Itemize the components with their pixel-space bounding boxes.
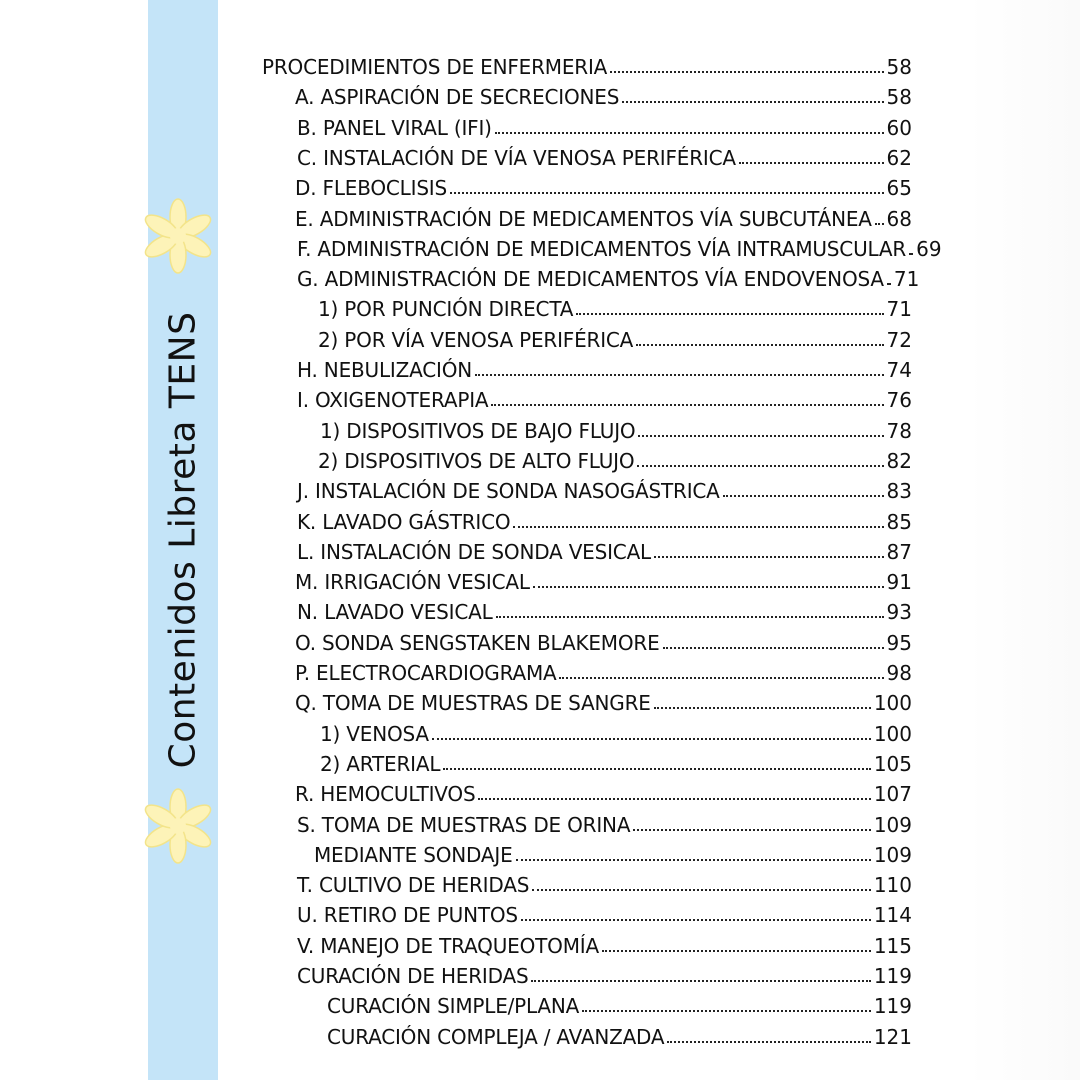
toc-dot-leader bbox=[667, 1041, 870, 1043]
toc-entry-label: CURACIÓN SIMPLE/PLANA bbox=[327, 994, 580, 1019]
toc-entry[interactable] bbox=[295, 654, 912, 684]
toc-entry-page-number: 98 bbox=[886, 661, 912, 685]
toc-dot-leader bbox=[491, 404, 883, 406]
toc-dot-leader bbox=[654, 556, 884, 558]
toc-dot-leader bbox=[559, 677, 883, 679]
toc-entry-page-number: 93 bbox=[886, 600, 912, 625]
toc-entry-page-number: 114 bbox=[873, 903, 912, 928]
toc-entry[interactable] bbox=[297, 230, 942, 261]
toc-entry-label: 2) ARTERIAL bbox=[320, 751, 441, 776]
toc-entry-page-number: 95 bbox=[886, 630, 912, 655]
toc-entry-page-number: 119 bbox=[873, 964, 912, 988]
toc-entry[interactable] bbox=[327, 987, 912, 1017]
toc-entry-page-number: 100 bbox=[873, 721, 912, 746]
toc-entry[interactable] bbox=[297, 866, 912, 896]
toc-entry[interactable] bbox=[297, 351, 912, 381]
toc-entry[interactable] bbox=[297, 927, 912, 957]
toc-entry-page-number: 121 bbox=[873, 1024, 912, 1049]
toc-dot-leader bbox=[495, 132, 884, 134]
toc-dot-leader bbox=[443, 768, 871, 770]
toc-dot-leader bbox=[478, 798, 870, 800]
toc-entry-page-number: 58 bbox=[886, 55, 912, 79]
toc-entry-page-number: 58 bbox=[886, 85, 912, 110]
toc-entry-page-number: 71 bbox=[893, 267, 920, 292]
toc-entry-label: 2) POR VÍA VENOSA PERIFÉRICA bbox=[318, 327, 634, 352]
toc-entry[interactable] bbox=[318, 290, 912, 320]
toc-entry-page-number: 119 bbox=[873, 994, 912, 1019]
toc-entry[interactable] bbox=[297, 503, 912, 533]
toc-entry-page-number: 76 bbox=[886, 388, 912, 413]
toc-dot-leader bbox=[654, 707, 871, 709]
toc-dot-leader bbox=[602, 950, 871, 952]
toc-entry[interactable] bbox=[320, 745, 912, 775]
toc-entry[interactable] bbox=[314, 836, 912, 866]
toc-dot-leader bbox=[516, 859, 871, 861]
toc-dot-leader bbox=[576, 313, 883, 315]
toc-entry[interactable] bbox=[318, 442, 912, 472]
toc-entry-label: CURACIÓN DE HERIDAS bbox=[297, 964, 529, 988]
toc-dot-leader bbox=[513, 526, 883, 528]
toc-entry-page-number: 65 bbox=[886, 176, 912, 201]
toc-entry-page-number: 74 bbox=[886, 358, 912, 382]
toc-dot-leader bbox=[636, 344, 883, 346]
toc-entry[interactable] bbox=[295, 684, 912, 714]
toc-entry-label: L. INSTALACIÓN DE SONDA VESICAL bbox=[297, 539, 651, 564]
toc-entry[interactable] bbox=[295, 169, 912, 199]
toc-entry[interactable] bbox=[262, 48, 912, 78]
toc-entry-page-number: 85 bbox=[886, 509, 912, 534]
toc-entry-page-number: 82 bbox=[886, 448, 912, 473]
toc-dot-leader bbox=[739, 162, 884, 164]
toc-entry-label: J. INSTALACIÓN DE SONDA NASOGÁSTRICA bbox=[297, 479, 720, 504]
toc-entry-page-number: 83 bbox=[886, 479, 912, 504]
toc-entry-page-number: 105 bbox=[873, 751, 912, 776]
toc-entry-page-number: 110 bbox=[873, 873, 912, 898]
toc-entry-page-number: 60 bbox=[886, 115, 912, 140]
toc-entry[interactable] bbox=[297, 896, 912, 926]
toc-dot-leader bbox=[723, 495, 884, 497]
toc-dot-leader bbox=[496, 616, 884, 618]
toc-entry-label: 1) VENOSA bbox=[320, 721, 429, 746]
toc-dot-leader bbox=[432, 738, 871, 740]
toc-entry-label: I. OXIGENOTERAPIA bbox=[297, 388, 489, 413]
toc-entry[interactable] bbox=[297, 472, 912, 502]
toc-entry[interactable] bbox=[297, 593, 912, 623]
toc-entry-label: G. ADMINISTRACIÓN DE MEDICAMENTOS VÍA ENDOVENOSA bbox=[297, 267, 884, 292]
toc-entry-page-number: 71 bbox=[886, 297, 912, 322]
toc-entry-label: MEDIANTE SONDAJE bbox=[314, 842, 513, 867]
toc-entry-label: N. LAVADO VESICAL bbox=[297, 600, 493, 625]
toc-dot-leader bbox=[450, 192, 884, 194]
toc-entry-label: A. ASPIRACIÓN DE SECRECIONES bbox=[295, 85, 620, 110]
toc-entry-label: 1) DISPOSITIVOS DE BAJO FLUJO bbox=[320, 418, 636, 443]
toc-entry-label: T. CULTIVO DE HERIDAS bbox=[297, 873, 530, 898]
toc-entry-page-number: 115 bbox=[873, 933, 912, 958]
toc-entry-label: Q. TOMA DE MUESTRAS DE SANGRE bbox=[295, 691, 651, 716]
toc-entry-label: S. TOMA DE MUESTRAS DE ORINA bbox=[297, 812, 631, 837]
toc-dot-leader bbox=[610, 71, 883, 73]
toc-entry[interactable] bbox=[297, 806, 912, 836]
toc-entry[interactable] bbox=[295, 200, 912, 230]
toc-entry-page-number: 72 bbox=[886, 327, 912, 352]
toc-entry[interactable] bbox=[320, 715, 912, 745]
toc-entry-label: PROCEDIMIENTOS DE ENFERMERIA bbox=[262, 55, 608, 79]
toc-entry-page-number: 62 bbox=[886, 145, 912, 170]
toc-entry-label: 1) POR PUNCIÓN DIRECTA bbox=[318, 297, 574, 322]
toc-dot-leader bbox=[622, 101, 883, 103]
toc-dot-leader bbox=[475, 374, 884, 376]
toc-dot-leader bbox=[533, 586, 884, 588]
toc-entry-label: F. ADMINISTRACIÓN DE MEDICAMENTOS VÍA INTRAMUSCULAR bbox=[297, 236, 907, 261]
toc-dot-leader bbox=[909, 253, 913, 255]
toc-entry-label: C. INSTALACIÓN DE VÍA VENOSA PERIFÉRICA bbox=[297, 145, 736, 170]
toc-entry-label: H. NEBULIZACIÓN bbox=[297, 358, 472, 382]
toc-entry[interactable] bbox=[297, 109, 912, 139]
toc-entry-label: U. RETIRO DE PUNTOS bbox=[297, 903, 518, 928]
sidebar-title: Contenidos Libreta TENS bbox=[162, 311, 204, 769]
toc-entry[interactable] bbox=[320, 412, 912, 442]
toc-dot-leader bbox=[521, 919, 871, 921]
toc-dot-leader bbox=[887, 283, 891, 285]
toc-entry[interactable] bbox=[295, 624, 912, 654]
toc-entry[interactable] bbox=[297, 381, 912, 411]
toc-entry-label: CURACIÓN COMPLEJA / AVANZADA bbox=[327, 1024, 665, 1049]
toc-entry-page-number: 100 bbox=[873, 691, 912, 716]
toc-entry-page-number: 109 bbox=[873, 842, 912, 867]
toc-dot-leader bbox=[875, 223, 884, 225]
toc-entry[interactable] bbox=[295, 563, 912, 593]
toc-entry-page-number: 107 bbox=[873, 782, 912, 807]
toc-entry-page-number: 78 bbox=[886, 418, 912, 443]
toc-entry[interactable] bbox=[297, 957, 912, 987]
toc-entry-label: K. LAVADO GÁSTRICO bbox=[297, 509, 511, 534]
toc-entry-label: D. FLEBOCLISIS bbox=[295, 176, 448, 201]
toc-entry-label: O. SONDA SENGSTAKEN BLAKEMORE bbox=[295, 630, 660, 655]
toc-entry-label: V. MANEJO DE TRAQUEOTOMÍA bbox=[297, 933, 599, 958]
toc-entry[interactable] bbox=[297, 139, 912, 169]
toc-dot-leader bbox=[663, 647, 884, 649]
toc-entry-page-number: 91 bbox=[886, 570, 912, 595]
toc-entry-page-number: 87 bbox=[886, 539, 912, 564]
toc-entry[interactable] bbox=[318, 321, 912, 351]
toc-dot-leader bbox=[633, 829, 871, 831]
toc-entry[interactable] bbox=[297, 533, 912, 563]
toc-entry[interactable] bbox=[327, 1018, 912, 1048]
toc-entry[interactable] bbox=[295, 775, 912, 805]
toc-dot-leader bbox=[532, 889, 871, 891]
toc-entry-label: R. HEMOCULTIVOS bbox=[295, 782, 476, 807]
toc-entry-page-number: 68 bbox=[886, 206, 912, 231]
toc-entry-label: E. ADMINISTRACIÓN DE MEDICAMENTOS VÍA SUBCUTÁNEA bbox=[295, 206, 872, 231]
toc-entry-page-number: 69 bbox=[916, 236, 942, 261]
toc-entry-page-number: 109 bbox=[873, 812, 912, 837]
toc-dot-leader bbox=[637, 465, 883, 467]
toc-entry-label: P. ELECTROCARDIOGRAMA bbox=[295, 661, 557, 685]
toc-dot-leader bbox=[638, 435, 883, 437]
toc-entry[interactable] bbox=[297, 260, 920, 292]
toc-entry-label: B. PANEL VIRAL (IFI) bbox=[297, 115, 492, 140]
toc-entry-label: M. IRRIGACIÓN VESICAL bbox=[295, 570, 530, 595]
toc-entry[interactable] bbox=[295, 78, 912, 108]
toc-entry-label: 2) DISPOSITIVOS DE ALTO FLUJO bbox=[318, 448, 635, 473]
toc-dot-leader bbox=[531, 980, 870, 982]
toc-dot-leader bbox=[582, 1010, 871, 1012]
